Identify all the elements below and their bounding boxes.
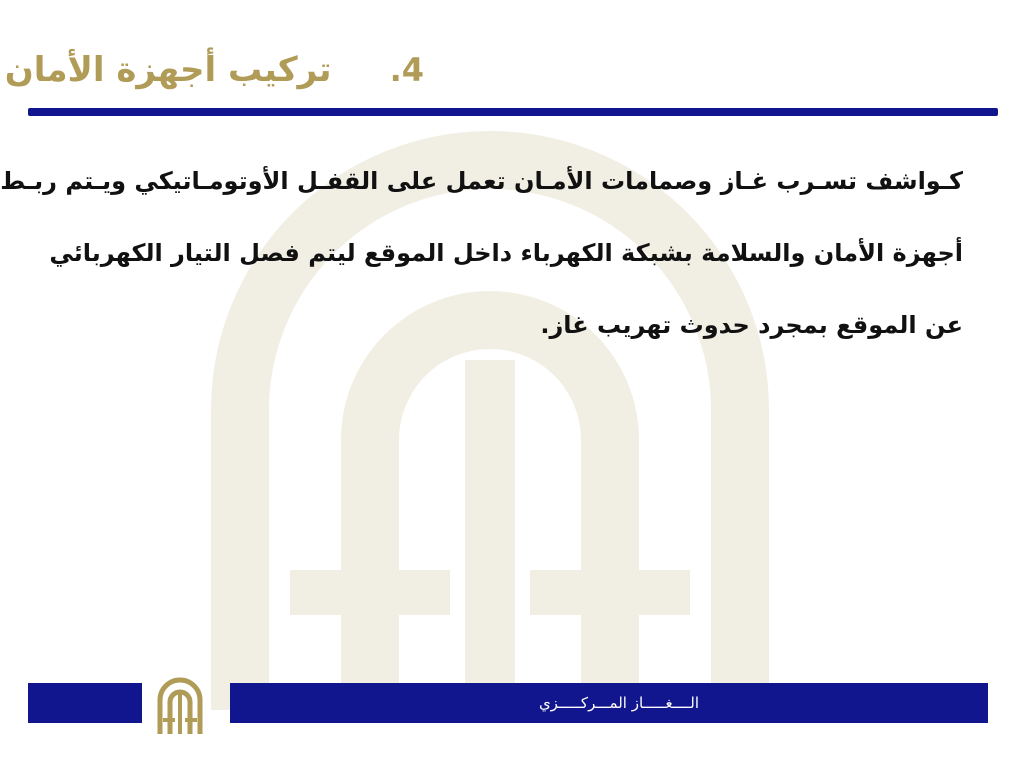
title-number: 4. [389,51,424,89]
title-text: تركيب أجهزة الأمان [4,50,332,90]
slide-body [0,155,963,371]
body-line: عن الموقع بمجرد حدوث تهريب غاز. [540,311,963,339]
footer-bar [230,683,988,723]
slide-title [5,40,424,100]
footer-company-name: الــــغـــــاز المـــركـــــزي [538,694,700,712]
body-line: أجهزة الأمان والسلامة بشبكة الكهرباء داخل الموقع ليتم فصل التيار الكهربائي [49,239,963,267]
title-divider [28,108,998,116]
company-logo-icon [154,672,206,734]
body-line: كـواشف تسـرب غـاز وصمامات الأمـان تعمل على القفـل الأوتومـاتيكي ويـتم ربـط [0,167,963,195]
footer-left-bar [28,683,142,723]
